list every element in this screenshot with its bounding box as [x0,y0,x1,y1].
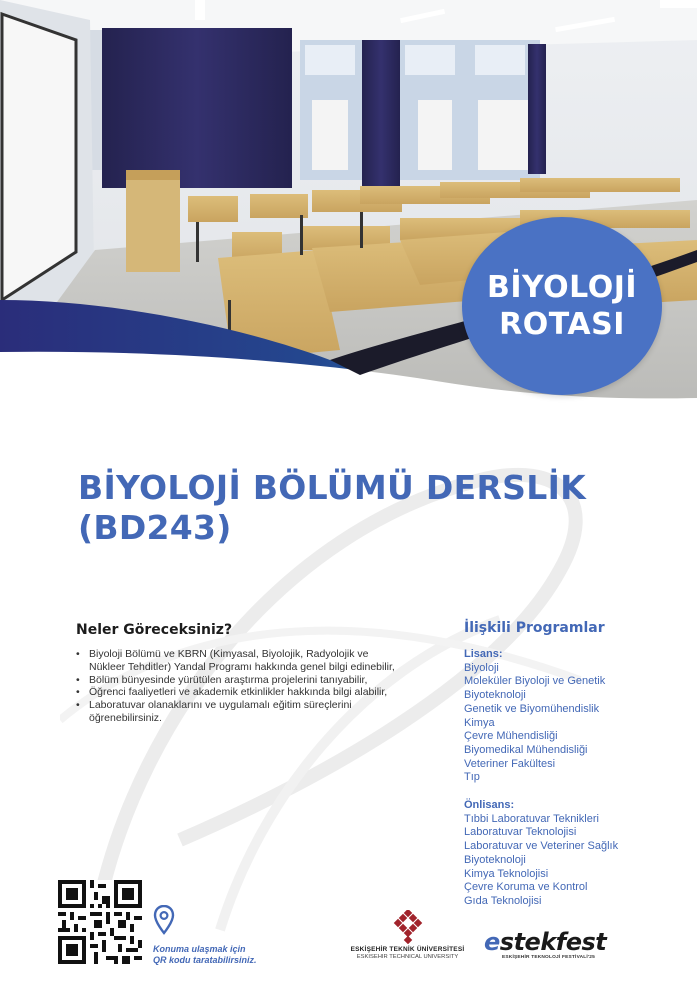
location-pin-icon [153,905,175,935]
list-item: • Bölüm bünyesinde yürütülen araştırma projelerini tanıyabilir, [76,674,396,687]
program-item: Çevre Koruma ve Kontrol [464,881,588,894]
program-item: Laboratuvar ve Veteriner Sağlık [464,840,619,853]
program-item: Biyoloji [464,661,499,674]
qr-caption [153,944,257,966]
route-badge [462,217,662,395]
onlisans-label: Önlisans: [464,799,515,812]
related-programs-heading: İlişkili Programlar [464,620,605,636]
program-item: Kimya [464,716,495,729]
page-title [78,468,638,548]
program-item: Veteriner Fakültesi [464,757,556,770]
what-you-will-see-list [76,648,396,725]
university-name-en: ESKISEHIR TECHNICAL UNIVERSITY [356,954,459,960]
what-you-will-see-heading: Neler Göreceksiniz? [76,622,233,638]
program-item: Kimya Teknolojisi [464,867,549,880]
list-item: • Öğrenci faaliyetleri ve akademik etkinlikler hakkında bilgi alabilir, [76,686,396,699]
badge-line-2: ROTASI [499,307,625,342]
title-line-2: (BD243) [78,508,232,547]
related-programs-section [464,620,674,909]
qr-caption-line-2: QR kodu taratabilirsiniz. [153,955,257,965]
festival-subtitle: ESKİŞEHİR TEKNOLOJİ FESTİVALİ'25 [502,955,596,960]
program-item: Biyoteknoloji [464,689,526,702]
festival-logo-e: e [484,928,500,956]
title-line-1: BİYOLOJİ BÖLÜMÜ DERSLİK [78,468,587,507]
festival-logo-block [484,928,644,960]
university-logo-block [345,910,470,960]
badge-line-1: BİYOLOJİ [486,269,638,305]
qr-caption-line-1: Konuma ulaşmak için [153,944,246,954]
program-item: Çevre Mühendisliği [464,730,558,743]
list-item: • Laboratuvar olanaklarını ve uygulamalı eğitim süreçlerini öğrenebilirsiniz. [76,699,396,725]
university-name: ESKİŞEHİR TEKNİK ÜNİVERSİTESİ [350,946,465,953]
program-item: Tıp [464,771,480,784]
program-item: Gıda Teknolojisi [464,894,542,907]
program-item: Biyomedikal Mühendisliği [464,743,588,756]
program-item: Tıbbi Laboratuvar Teknikleri [464,812,599,825]
program-item: Moleküler Biyoloji ve Genetik [464,675,606,688]
list-item: • Biyoloji Bölümü ve KBRN (Kimyasal, Biyolojik, Radyolojik ve Nükleer Tehditler) Yandal Programı hakkında genel bilgi edinebilir, [76,648,396,674]
program-item: Biyoteknoloji [464,853,526,866]
estu-logo [391,910,425,944]
program-item: Laboratuvar Teknolojisi [464,826,577,839]
program-item: Genetik ve Biyomühendislik [464,702,600,715]
qr-code[interactable] [58,880,142,964]
lisans-label: Lisans: [464,648,503,660]
what-you-will-see-section [76,622,396,725]
festival-logo-rest: stekfest [499,928,607,956]
festival-logo [484,928,644,956]
